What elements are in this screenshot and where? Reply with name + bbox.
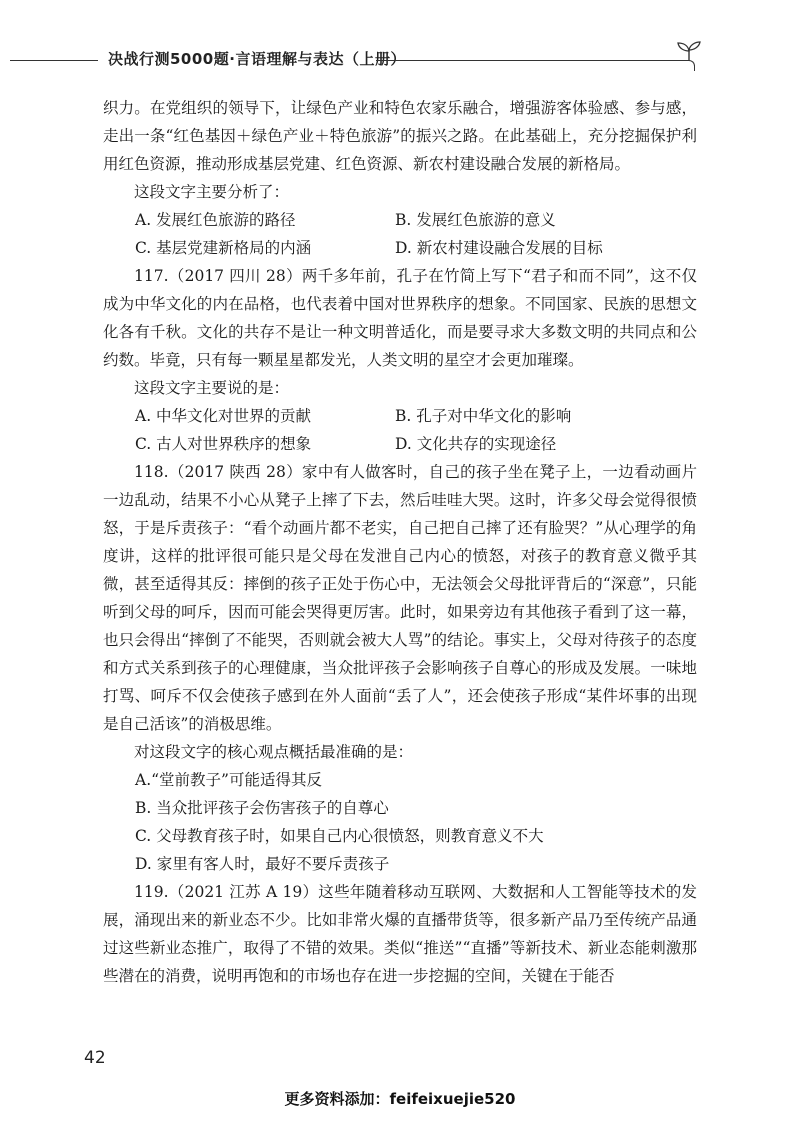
q119-passage: 119.（2021 江苏 A 19）这些年随着移动互联网、大数据和人工智能等技术的发展，涌现出来的新业态不少。比如非常火爆的直播带货等，很多新产品乃至传统产品通过这些新业态推广，取得了不错的效果。类似“推送”“直播”等新技术、新业态能刺激那些潜在的消费，说明再饱和的市场也存在进一步挖掘的空间，关键在于能否 — [103, 883, 697, 985]
running-header — [0, 38, 800, 82]
footer-note: 更多资料添加：feifeixuejie520 — [284, 1090, 516, 1108]
q118-option-d: D. 家里有客人时，最好不要斥责孩子 — [135, 855, 390, 873]
q118-option-b: B. 当众批评孩子会伤害孩子的自尊心 — [135, 799, 389, 817]
page-content — [103, 94, 697, 990]
q118-stem: 对这段文字的核心观点概括最准确的是： — [134, 743, 414, 761]
header-rule-left — [10, 60, 98, 61]
q116-option-c: C. 基层党建新格局的内涵 — [135, 239, 312, 257]
q117-option-d: D. 文化共存的实现途径 — [395, 435, 557, 453]
header-rule-right — [376, 60, 688, 61]
q117-option-c: C. 古人对世界秩序的想象 — [135, 435, 312, 453]
q117-options-row-1 — [103, 402, 697, 430]
q118-option-a: A.“堂前教子”可能适得其反 — [135, 771, 322, 789]
sprout-icon — [676, 40, 702, 62]
q116-option-a: A. 发展红色旅游的路径 — [135, 211, 296, 229]
q117-option-b: B. 孔子对中华文化的影响 — [395, 407, 572, 425]
q116-stem: 这段文字主要分析了： — [134, 183, 290, 201]
q117-option-a: A. 中华文化对世界的贡献 — [135, 407, 312, 425]
page-number: 42 — [84, 1048, 106, 1068]
q116-options-row-1 — [103, 206, 697, 234]
q116-option-d: D. 新农村建设融合发展的目标 — [395, 239, 603, 257]
q116-options-row-2 — [103, 234, 697, 262]
q118-passage: 118.（2017 陕西 28）家中有人做客时，自己的孩子坐在凳子上，一边看动画片一边乱动，结果不小心从凳子上摔了下去，然后哇哇大哭。这时，许多父母会觉得很愤怒，于是斥责孩子：“看个动画片都不老实，自己把自己摔了还有脸哭？”从心理学的角度讲，这样的批评很可能只是父母在发泄自己内心的愤怒，对孩子的教育意义微乎其微，甚至适得其反：摔倒的孩子正处于伤心中，无法领会父母批评背后的“深意”，只能听到父母的呵斥，因而可能会哭得更厉害。此时，如果旁边有其他孩子看到了这一幕，也只会得出“摔倒了不能哭，否则就会被大人骂”的结论。事实上，父母对待孩子的态度和方式关系到孩子的心理健康，当众批评孩子会影响孩子自尊心的形成及发展。一味地打骂、呵斥不仅会使孩子感到在外人面前“丢了人”，还会使孩子形成“某件坏事的出现是自己活该”的消极思维。 — [103, 463, 697, 733]
book-title: 决战行测5000题·言语理解与表达（上册） — [108, 50, 406, 68]
q116-option-b: B. 发展红色旅游的意义 — [395, 211, 556, 229]
q117-stem: 这段文字主要说的是： — [134, 379, 290, 397]
q118-option-c: C. 父母教育孩子时，如果自己内心很愤怒，则教育意义不大 — [135, 827, 544, 845]
q117-options-row-2 — [103, 430, 697, 458]
q116-passage: 织力。在党组织的领导下，让绿色产业和特色农家乐融合，增强游客体验感、参与感，走出一条“红色基因＋绿色产业＋特色旅游”的振兴之路。在此基础上，充分挖掘保护利用红色资源，推动形成基层党建、红色资源、新农村建设融合发展的新格局。 — [103, 99, 697, 173]
q117-passage: 117.（2017 四川 28）两千多年前，孔子在竹简上写下“君子和而不同”，这不仅成为中华文化的内在品格，也代表着中国对世界秩序的想象。不同国家、民族的思想文化各有千秋。文化的共存不是让一种文明普适化，而是要寻求大多数文明的共同点和公约数。毕竟，只有每一颗星星都发光，人类文明的星空才会更加璀璨。 — [103, 267, 697, 369]
